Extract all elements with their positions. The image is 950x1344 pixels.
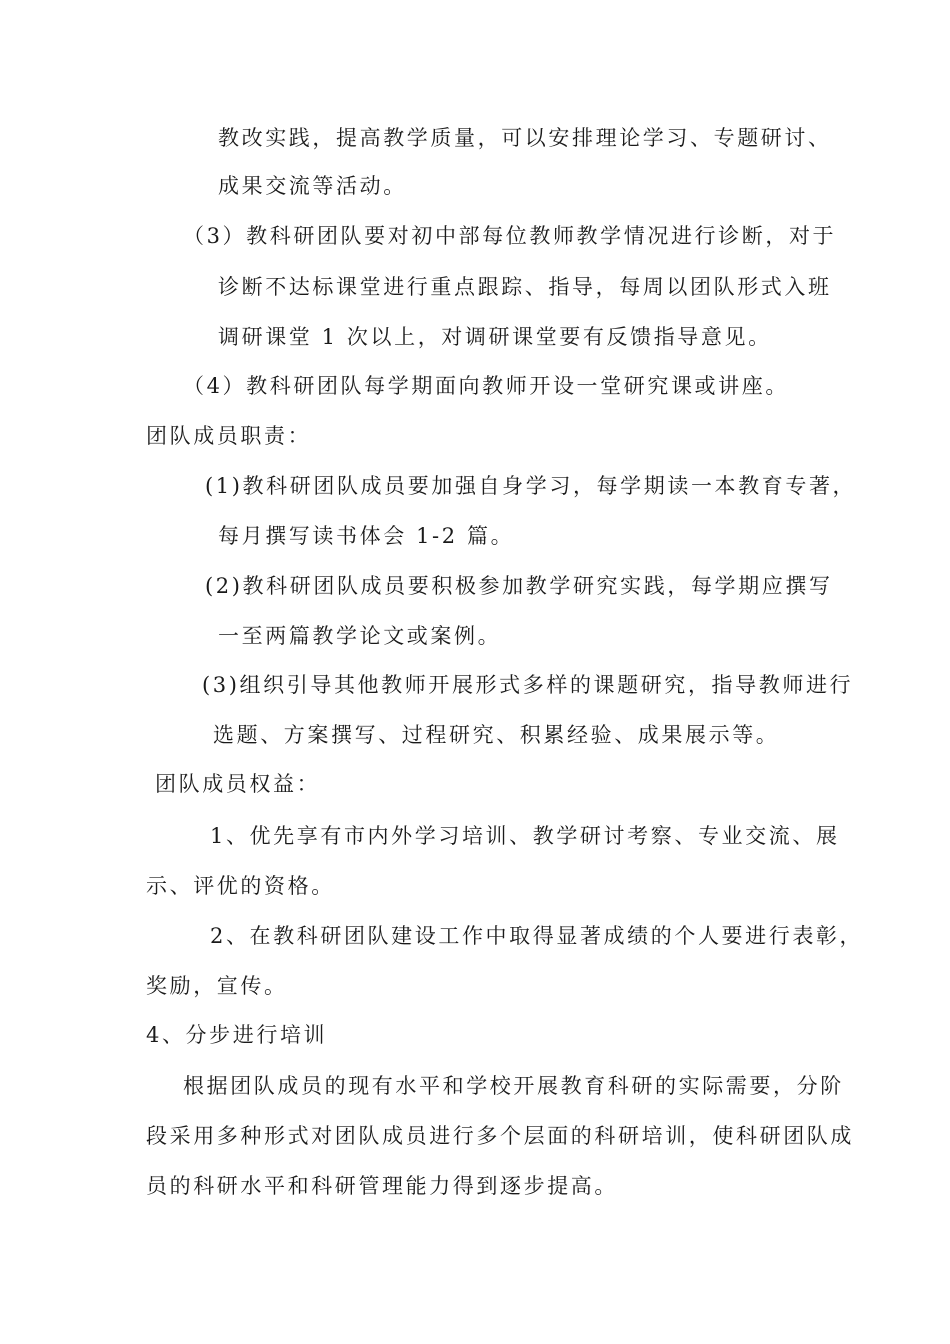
text-line: (2)教科研团队成员要积极参加教学研究实践，每学期应撰写 <box>205 574 833 598</box>
text-line: 教改实践，提高教学质量，可以安排理论学习、专题研讨、 <box>218 126 832 150</box>
text-line: （4）教科研团队每学期面向教师开设一堂研究课或讲座。 <box>183 374 789 398</box>
section-heading: 4、分步进行培训 <box>146 1023 328 1047</box>
text-line: （3）教科研团队要对初中部每位教师教学情况进行诊断，对于 <box>183 224 837 248</box>
text-line: 诊断不达标课堂进行重点跟踪、指导，每周以团队形式入班 <box>218 275 832 299</box>
text-line: 调研课堂 1 次以上，对调研课堂要有反馈指导意见。 <box>218 325 772 349</box>
text-line: 成果交流等活动。 <box>218 174 407 198</box>
section-heading: 团队成员权益： <box>155 772 321 796</box>
text-line: 奖励，宣传。 <box>146 974 288 998</box>
text-line: 示、评优的资格。 <box>146 874 335 898</box>
text-line: (1)教科研团队成员要加强自身学习，每学期读一本教育专著， <box>205 474 857 498</box>
text-line: 2、在教科研团队建设工作中取得显著成绩的个人要进行表彰， <box>210 924 864 948</box>
text-line: 员的科研水平和科研管理能力得到逐步提高。 <box>146 1174 618 1198</box>
text-line: 选题、方案撰写、过程研究、积累经验、成果展示等。 <box>213 723 780 747</box>
text-line: 1、优先享有市内外学习培训、教学研讨考察、专业交流、展 <box>210 824 840 848</box>
text-line: 段采用多种形式对团队成员进行多个层面的科研培训，使科研团队成 <box>146 1124 854 1148</box>
section-heading: 团队成员职责： <box>146 424 312 448</box>
text-line: 一至两篇教学论文或案例。 <box>218 624 502 648</box>
text-line: 根据团队成员的现有水平和学校开展教育科研的实际需要，分阶 <box>183 1074 844 1098</box>
text-line: (3)组织引导其他教师开展形式多样的课题研究，指导教师进行 <box>202 673 854 697</box>
text-line: 每月撰写读书体会 1-2 篇。 <box>218 524 515 548</box>
